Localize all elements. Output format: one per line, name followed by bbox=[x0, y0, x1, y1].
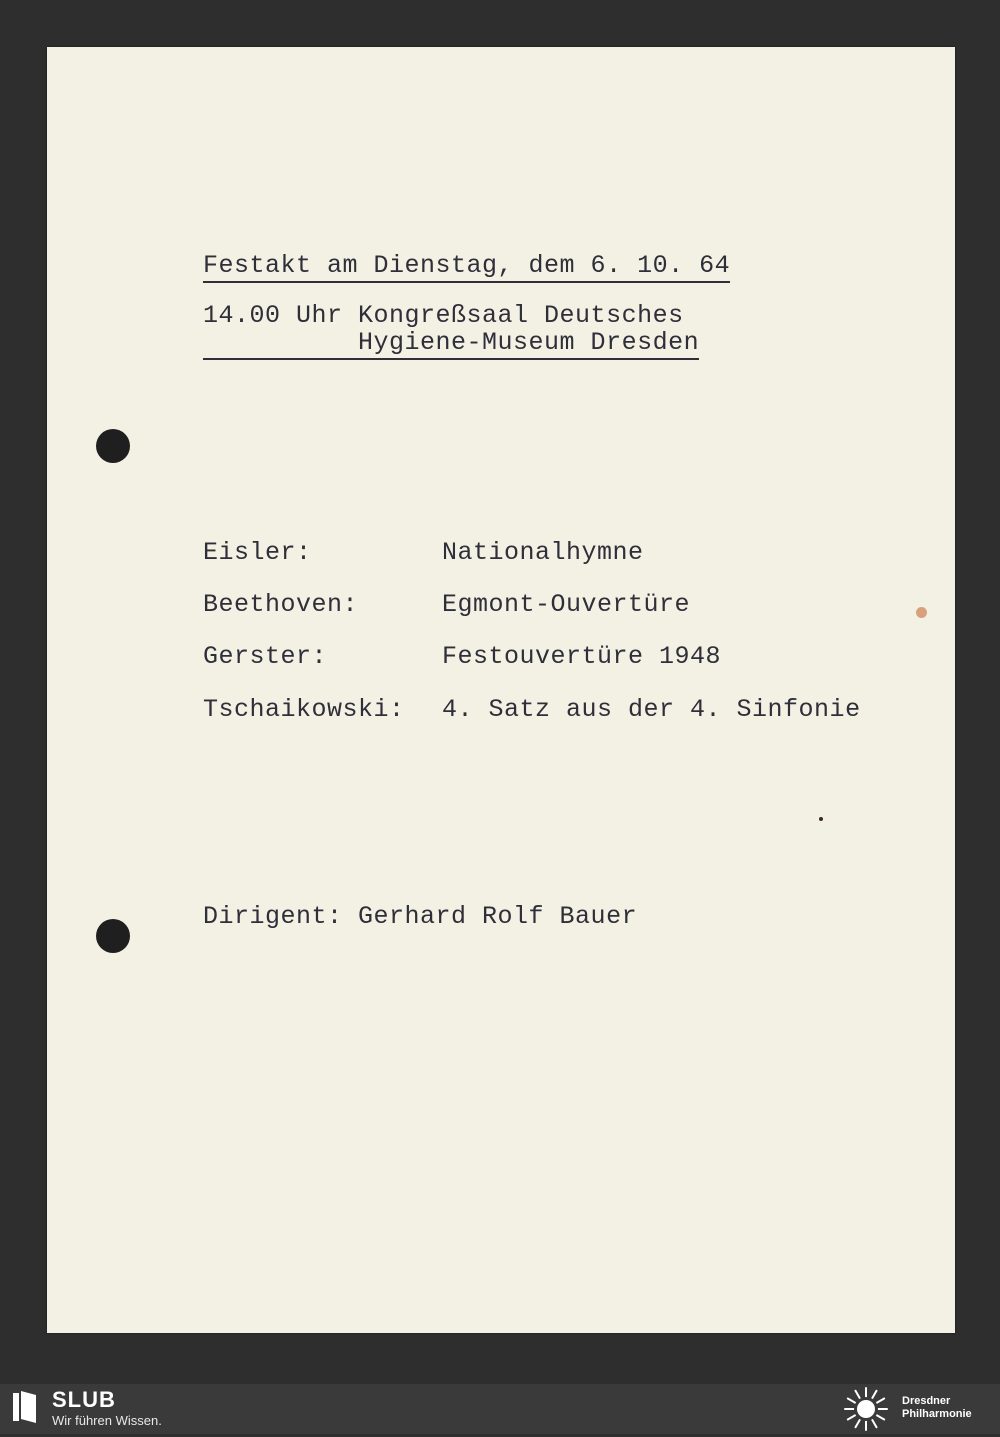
footer-bar bbox=[0, 1384, 1000, 1434]
program-composer: Eisler: bbox=[203, 538, 312, 567]
partner-name[interactable] bbox=[902, 1395, 972, 1421]
philharmonie-sunburst-logo[interactable] bbox=[842, 1386, 890, 1432]
paper-stain bbox=[916, 607, 927, 618]
paper-speck bbox=[819, 817, 823, 821]
venue-line-2: Hygiene-Museum Dresden bbox=[203, 330, 699, 360]
program-work: Festouvertüre 1948 bbox=[442, 642, 722, 671]
punch-hole bbox=[96, 429, 130, 463]
program-work: 4. Satz aus der 4. Sinfonie bbox=[442, 695, 861, 724]
conductor-line: Dirigent: Gerhard Rolf Bauer bbox=[203, 902, 638, 931]
program-work: Nationalhymne bbox=[442, 538, 644, 567]
program-work: Egmont-Ouvertüre bbox=[442, 590, 691, 619]
program-composer: Beethoven: bbox=[203, 590, 359, 619]
event-heading: Festakt am Dienstag, dem 6. 10. 64 bbox=[203, 253, 730, 283]
program-composer: Gerster: bbox=[203, 642, 328, 671]
partner-name-line-1: Dresdner bbox=[902, 1395, 951, 1407]
slub-book-icon[interactable] bbox=[12, 1389, 38, 1425]
library-tagline: Wir führen Wissen. bbox=[52, 1413, 162, 1428]
partner-name-line-2: Philharmonie bbox=[902, 1408, 972, 1420]
venue-line-1: 14.00 Uhr Kongreßsaal Deutsches bbox=[203, 301, 684, 330]
library-name[interactable]: SLUB bbox=[52, 1387, 116, 1412]
document-page bbox=[47, 47, 955, 1333]
punch-hole bbox=[96, 919, 130, 953]
program-composer: Tschaikowski: bbox=[203, 695, 405, 724]
